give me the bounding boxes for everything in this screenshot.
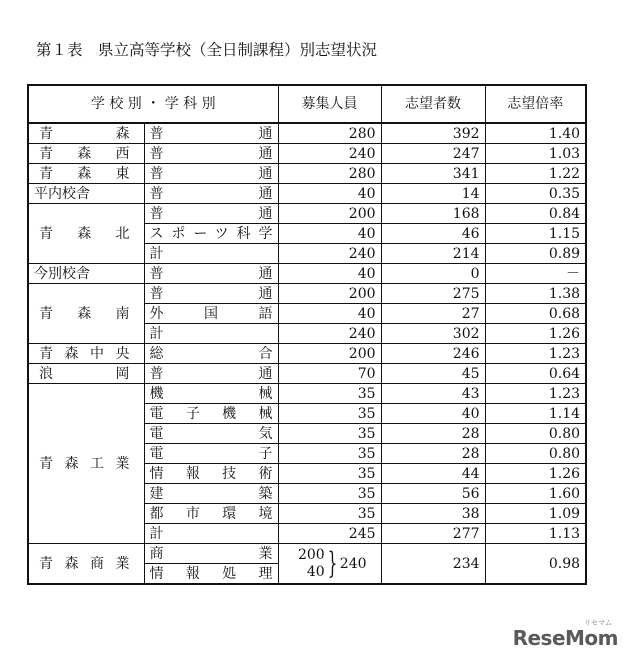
school-name: 今別校舎 — [28, 264, 144, 284]
header-school-dept: 学 校 別 ・ 学 科 別 — [28, 85, 278, 123]
table-row — [28, 344, 586, 364]
applicants-cell: 392 — [381, 123, 485, 144]
logo-text: ReseMom — [512, 626, 618, 650]
header-applicants: 志望者数 — [381, 85, 485, 123]
capacity-cell: 200 — [278, 284, 381, 304]
subtotal-label: 計 — [144, 324, 278, 344]
school-name: 青森中央 — [28, 344, 144, 364]
ratio-cell: 0.64 — [485, 364, 586, 384]
dept-name: 電子 — [144, 444, 278, 464]
capacity-cell: 240 — [278, 324, 381, 344]
ratio-cell: 1.22 — [485, 164, 586, 184]
ratio-cell: 1.26 — [485, 324, 586, 344]
dept-name: 機械 — [144, 384, 278, 404]
table-row — [28, 364, 586, 384]
dept-name: 普通 — [144, 204, 278, 224]
table-header-row — [28, 85, 586, 123]
table-row — [28, 164, 586, 184]
brace-icon: } — [327, 545, 338, 581]
capacity-cell: 35 — [278, 404, 381, 424]
capacity-cell: 40 — [278, 304, 381, 324]
applicants-cell: 0 — [381, 264, 485, 284]
table-row — [28, 284, 586, 304]
ratio-cell: 0.80 — [485, 424, 586, 444]
capacity-cell: 240 — [278, 244, 381, 264]
capacity-cell: 70 — [278, 364, 381, 384]
ratio-cell: 0.80 — [485, 444, 586, 464]
ratio-cell: － — [485, 264, 586, 284]
capacity-cell: 200 — [278, 204, 381, 224]
applicants-cell: 40 — [381, 404, 485, 424]
applicants-cell: 14 — [381, 184, 485, 204]
table-row — [28, 184, 586, 204]
ratio-cell: 0.84 — [485, 204, 586, 224]
applicants-cell: 27 — [381, 304, 485, 324]
capacity-cell: 35 — [278, 484, 381, 504]
dept-name: 電子機械 — [144, 404, 278, 424]
dept-name: 建築 — [144, 484, 278, 504]
dept-name: 普通 — [144, 284, 278, 304]
dept-name: 普通 — [144, 123, 278, 144]
capacity-cell: 35 — [278, 424, 381, 444]
capacity-cell: 200 — [278, 344, 381, 364]
applicants-cell: 46 — [381, 224, 485, 244]
applicants-cell: 56 — [381, 484, 485, 504]
ratio-cell: 0.35 — [485, 184, 586, 204]
capacity-total: 240 — [339, 555, 367, 572]
applicants-cell: 275 — [381, 284, 485, 304]
capacity-brace-group — [279, 545, 381, 583]
ratio-cell: 1.60 — [485, 484, 586, 504]
capacity-cell: 40 — [278, 184, 381, 204]
applicant-table — [27, 84, 587, 585]
capacity-parts — [298, 547, 325, 581]
ratio-cell: 1.03 — [485, 144, 586, 164]
subtotal-label: 計 — [144, 524, 278, 544]
applicants-cell: 45 — [381, 364, 485, 384]
school-name: 青森北 — [28, 204, 144, 264]
school-name: 青森 — [28, 123, 144, 144]
header-ratio: 志望倍率 — [485, 85, 586, 123]
dept-name: 普通 — [144, 144, 278, 164]
dept-name: 総合 — [144, 344, 278, 364]
table-row — [28, 544, 586, 564]
ratio-cell: 0.89 — [485, 244, 586, 264]
dept-name: 普通 — [144, 264, 278, 284]
ratio-cell: 1.13 — [485, 524, 586, 544]
applicants-cell: 38 — [381, 504, 485, 524]
capacity-cell: 35 — [278, 464, 381, 484]
applicants-cell: 341 — [381, 164, 485, 184]
capacity-cell: 40 — [278, 224, 381, 244]
school-name: 青森工業 — [28, 384, 144, 544]
dept-name: 情報処理 — [144, 564, 278, 585]
subtotal-label: 計 — [144, 244, 278, 264]
ratio-cell: 1.15 — [485, 224, 586, 244]
ratio-cell: 0.98 — [485, 544, 586, 585]
capacity-cell: 40 — [278, 264, 381, 284]
logo-tag: リセマム — [584, 619, 612, 627]
page-title: 第１表 県立高等学校（全日制課程）別志望状況 — [36, 41, 378, 59]
ratio-cell: 0.68 — [485, 304, 586, 324]
capacity-part: 40 — [306, 563, 325, 580]
ratio-cell: 1.14 — [485, 404, 586, 424]
table-row — [28, 204, 586, 224]
ratio-cell: 1.23 — [485, 384, 586, 404]
dept-name: 外国語 — [144, 304, 278, 324]
capacity-cell: 35 — [278, 384, 381, 404]
dept-name: 普通 — [144, 364, 278, 384]
dept-name: 電気 — [144, 424, 278, 444]
school-name: 青森東 — [28, 164, 144, 184]
applicants-cell: 246 — [381, 344, 485, 364]
applicants-cell: 28 — [381, 444, 485, 464]
applicants-cell: 44 — [381, 464, 485, 484]
dept-name: 情報技術 — [144, 464, 278, 484]
ratio-cell: 1.38 — [485, 284, 586, 304]
school-name: 青森商業 — [28, 544, 144, 585]
applicants-cell: 43 — [381, 384, 485, 404]
table-row — [28, 144, 586, 164]
dept-name: 都市環境 — [144, 504, 278, 524]
capacity-cell: 280 — [278, 164, 381, 184]
dept-name: スポーツ科学 — [144, 224, 278, 244]
dept-name: 普通 — [144, 164, 278, 184]
ratio-cell: 1.23 — [485, 344, 586, 364]
capacity-cell: 35 — [278, 444, 381, 464]
capacity-cell: 245 — [278, 524, 381, 544]
capacity-cell — [278, 544, 381, 585]
applicants-cell: 214 — [381, 244, 485, 264]
table-row — [28, 264, 586, 284]
applicants-cell: 28 — [381, 424, 485, 444]
school-name: 青森南 — [28, 284, 144, 344]
school-name: 青森西 — [28, 144, 144, 164]
ratio-cell: 1.26 — [485, 464, 586, 484]
dept-name: 普通 — [144, 184, 278, 204]
ratio-cell: 1.40 — [485, 123, 586, 144]
table-row — [28, 123, 586, 144]
applicants-cell: 277 — [381, 524, 485, 544]
applicants-cell: 247 — [381, 144, 485, 164]
header-capacity: 募集人員 — [278, 85, 381, 123]
resemom-logo — [512, 619, 618, 650]
capacity-cell: 280 — [278, 123, 381, 144]
school-name: 平内校舎 — [28, 184, 144, 204]
applicants-cell: 168 — [381, 204, 485, 224]
applicants-cell: 302 — [381, 324, 485, 344]
table-row — [28, 384, 586, 404]
capacity-cell: 240 — [278, 144, 381, 164]
capacity-part: 200 — [297, 546, 325, 563]
ratio-cell: 1.09 — [485, 504, 586, 524]
school-name: 浪岡 — [28, 364, 144, 384]
capacity-cell: 35 — [278, 504, 381, 524]
applicants-cell: 234 — [381, 544, 485, 585]
dept-name: 商業 — [144, 544, 278, 564]
